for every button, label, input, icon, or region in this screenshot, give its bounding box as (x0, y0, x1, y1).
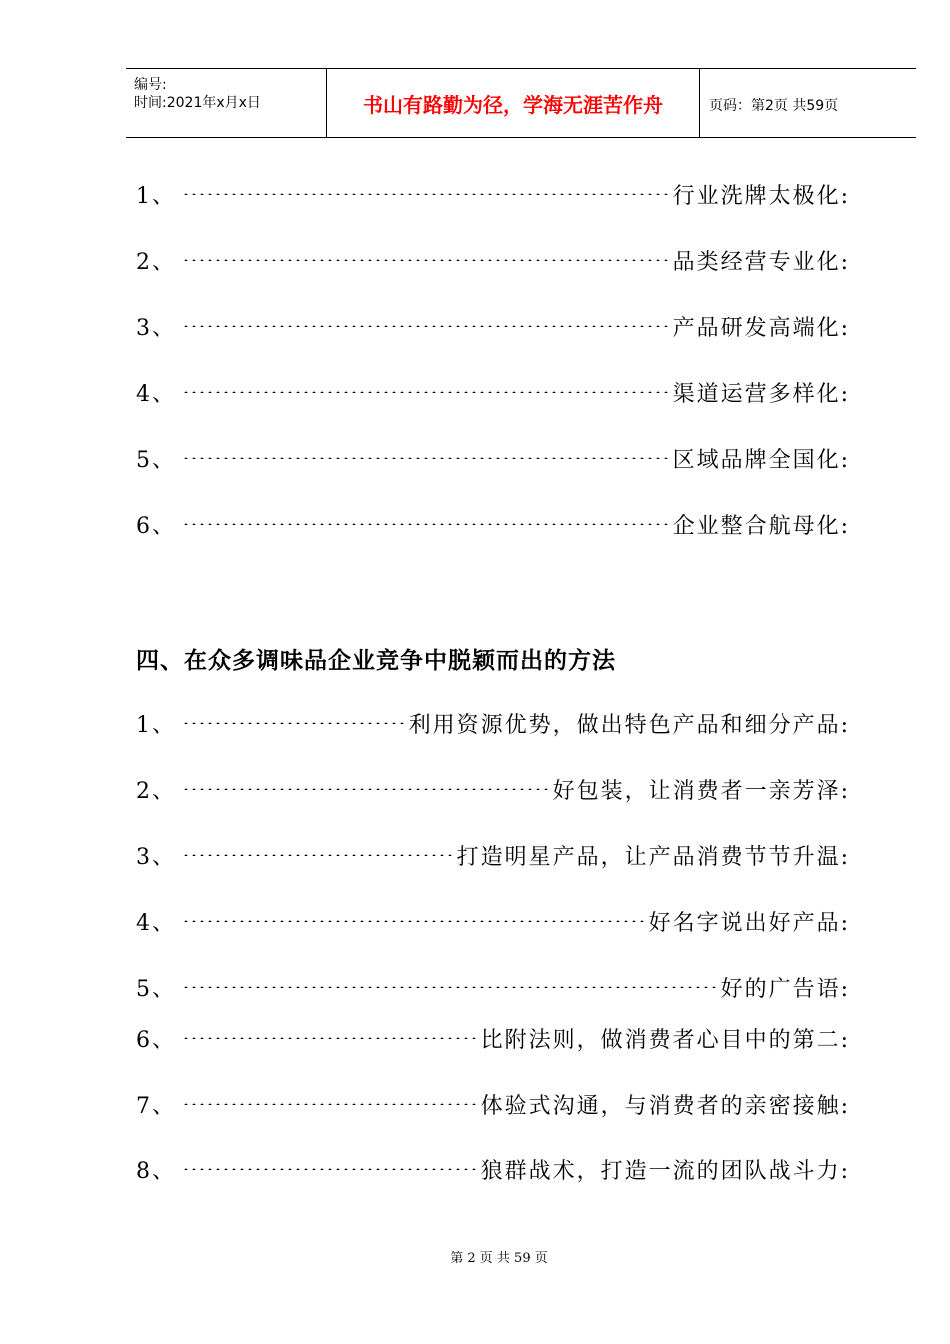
item-number: 3、 (136, 844, 176, 870)
dot-leader (182, 1103, 477, 1105)
item-number: 6、 (136, 513, 176, 539)
item-text: 产品研发高端化: (672, 315, 850, 341)
item-number: 6、 (136, 1027, 176, 1053)
list-item (136, 1087, 850, 1121)
dot-leader (182, 259, 669, 261)
dot-leader (182, 788, 549, 790)
header-motto-cell (326, 69, 700, 137)
item-text: 区域品牌全国化: (672, 447, 850, 473)
header-page-cell (699, 69, 916, 137)
motto: 书山有路勤为径，学海无涯苦作舟 (363, 93, 663, 117)
dot-leader (182, 457, 669, 459)
list-item (136, 706, 850, 740)
dot-leader (182, 391, 669, 393)
page-info: 页码：第2页 共59页 (709, 98, 839, 114)
item-text: 利用资源优势，做出特色产品和细分产品: (408, 712, 850, 738)
item-number: 5、 (136, 976, 176, 1002)
item-text: 企业整合航母化: (672, 513, 850, 539)
list-item (136, 970, 850, 1004)
list-item (136, 375, 850, 409)
dot-leader (182, 1037, 477, 1039)
page-header (126, 68, 916, 138)
list-item (136, 838, 850, 872)
dot-leader (182, 193, 669, 195)
dot-leader (182, 986, 717, 988)
section-heading: 四、在众多调味品企业竞争中脱颖而出的方法 (136, 648, 616, 674)
list-item (136, 904, 850, 938)
item-number: 1、 (136, 712, 176, 738)
item-text: 体验式沟通，与消费者的亲密接触: (480, 1093, 850, 1119)
item-number: 2、 (136, 249, 176, 275)
header-meta-cell (126, 69, 326, 137)
list-item (136, 507, 850, 541)
list-item (136, 1152, 850, 1186)
list-item (136, 177, 850, 211)
item-number: 8、 (136, 1158, 176, 1184)
page-footer: 第 2 页 共 59 页 (450, 1251, 548, 1266)
item-number: 1、 (136, 183, 176, 209)
item-number: 5、 (136, 447, 176, 473)
dot-leader (182, 325, 669, 327)
dot-leader (182, 722, 405, 724)
list-item (136, 441, 850, 475)
item-number: 4、 (136, 381, 176, 407)
list-item (136, 309, 850, 343)
list-item (136, 772, 850, 806)
item-number: 7、 (136, 1093, 176, 1119)
code-label: 编号: (134, 77, 167, 93)
item-text: 比附法则，做消费者心目中的第二: (480, 1027, 850, 1053)
dot-leader (182, 920, 645, 922)
item-number: 3、 (136, 315, 176, 341)
item-number: 2、 (136, 778, 176, 804)
item-text: 好包装，让消费者一亲芳泽: (552, 778, 850, 804)
item-text: 渠道运营多样化: (672, 381, 850, 407)
item-text: 行业洗牌太极化: (672, 183, 850, 209)
item-text: 狼群战术，打造一流的团队战斗力: (480, 1158, 850, 1184)
item-text: 好的广告语: (720, 976, 850, 1002)
dot-leader (182, 523, 669, 525)
time-label: 时间:2021年x月x日 (134, 95, 261, 111)
dot-leader (182, 854, 453, 856)
list-item (136, 1021, 850, 1055)
item-number: 4、 (136, 910, 176, 936)
dot-leader (182, 1168, 477, 1170)
item-text: 好名字说出好产品: (648, 910, 850, 936)
list-item (136, 243, 850, 277)
item-text: 打造明星产品，让产品消费节节升温: (456, 844, 850, 870)
item-text: 品类经营专业化: (672, 249, 850, 275)
